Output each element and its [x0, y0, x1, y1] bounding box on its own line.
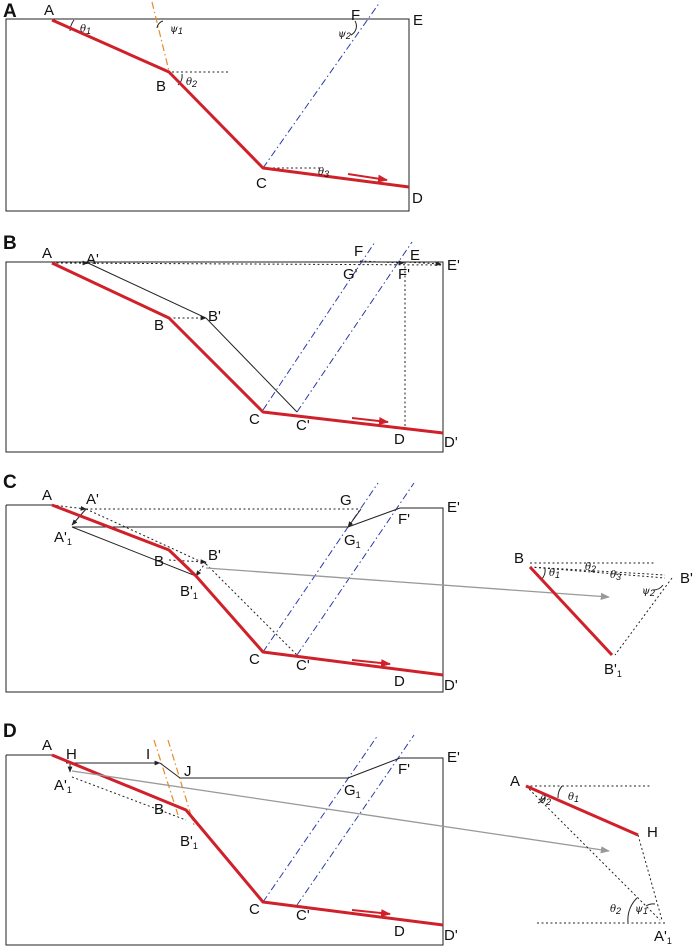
panel-c-point-g1: $G_1$ — [344, 532, 361, 550]
panel-c-fold-limb — [348, 508, 400, 527]
panel-d-point-a: A — [42, 737, 53, 754]
panel-b-axial-trace-1 — [263, 242, 375, 410]
inset-c-point-b: B — [514, 550, 525, 567]
panel-d-point-e-prime: E' — [447, 749, 460, 766]
panel-a-point-d: D — [412, 190, 423, 207]
panel-b-point-a: A — [42, 245, 53, 262]
panel-d-point-b1: $B'_1$ — [180, 833, 198, 851]
panel-a — [3, 1, 423, 211]
panel-a-point-e: E — [413, 12, 424, 29]
panel-c-point-a: A — [42, 487, 53, 504]
panel-d — [3, 721, 672, 946]
panel-a-psi1-label: ψ1 — [170, 24, 183, 36]
panel-d-axial-trace-2 — [297, 735, 414, 905]
panel-c-point-a1: $A'_1$ — [54, 529, 72, 547]
panel-b-box — [6, 262, 443, 452]
panel-a-letter: A — [3, 1, 17, 22]
panel-b-slip-arrow — [352, 418, 388, 422]
panel-b — [3, 233, 460, 452]
panel-d-point-b: B — [154, 801, 165, 818]
panel-d-inset-pointer — [72, 771, 609, 851]
panel-a-point-b: B — [156, 78, 167, 95]
inset-c-point-b1: $B'_1$ — [604, 661, 622, 679]
panel-d-axial-trace-1 — [263, 735, 378, 902]
panel-c-dotted-bc — [206, 564, 297, 655]
inset-d-fault — [526, 786, 638, 835]
inset-c-theta1-label: θ1 — [549, 568, 561, 580]
panel-b-point-e-prime: E' — [447, 257, 460, 274]
panel-c-point-d: D — [394, 673, 405, 690]
panel-c-box — [6, 505, 443, 692]
panel-c-point-b1: $B'_1$ — [180, 583, 198, 601]
panel-c-inset — [514, 550, 693, 679]
panel-b-point-f-prime: F' — [398, 266, 411, 283]
panel-d-bisector-2 — [168, 740, 194, 825]
panel-c-point-a-prime: A' — [86, 491, 99, 508]
panel-a-psi2-label: ψ2 — [338, 29, 351, 41]
panel-b-point-c: C — [249, 411, 260, 428]
panel-d-point-d-prime: D' — [444, 927, 458, 944]
panel-a-theta3-label: θ3 — [318, 167, 330, 179]
panel-b-point-d-prime: D' — [444, 434, 458, 451]
panel-b-letter: B — [3, 233, 17, 254]
panel-c-point-b-prime: B' — [208, 547, 221, 564]
panel-c-displaced-fault — [72, 527, 263, 652]
panel-d-point-f-prime: F' — [398, 761, 411, 778]
inset-c-fault — [530, 567, 612, 655]
panel-d-point-i: I — [146, 746, 151, 763]
panel-d-letter: D — [3, 721, 17, 742]
panel-b-point-a-prime: A' — [86, 251, 99, 268]
panel-a-point-c: C — [256, 175, 267, 192]
panel-c-axial-trace-1 — [263, 483, 378, 652]
inset-c-theta2-label: θ2 — [585, 562, 597, 574]
panel-b-point-f: F — [354, 243, 364, 260]
panel-d-point-c: C — [249, 901, 260, 918]
panel-d-point-d: D — [394, 923, 405, 940]
panel-a-fault — [52, 20, 409, 187]
panel-c-point-e-prime: E' — [447, 499, 460, 516]
panel-b-point-b: B — [154, 317, 165, 334]
panel-a-point-a: A — [44, 2, 55, 19]
panel-c — [3, 472, 693, 694]
inset-d-psi1-label: ψ1 — [635, 904, 648, 916]
inset-c-theta3-label: θ3 — [610, 570, 622, 582]
panel-a-theta1-label: θ1 — [80, 24, 92, 36]
panel-c-point-c-prime: C' — [296, 657, 310, 674]
panel-d-point-h: H — [66, 746, 77, 763]
panel-d-dotted-a1b1 — [72, 777, 186, 820]
panel-a-axial-trace — [263, 2, 380, 168]
panel-d-fault — [52, 755, 443, 925]
panel-c-point-c: C — [249, 651, 260, 668]
panel-b-point-e: E — [410, 247, 421, 264]
panel-a-box — [6, 19, 409, 211]
panel-b-fault — [52, 263, 443, 433]
panel-d-inset — [510, 773, 672, 946]
panel-c-letter: C — [3, 472, 17, 493]
inset-d-theta1-label: θ1 — [568, 792, 580, 804]
inset-d-theta2-top-label: θ2 — [540, 795, 552, 807]
panel-c-fault — [52, 505, 443, 675]
panel-b-point-b-prime: B' — [208, 308, 221, 325]
panel-b-point-c-prime: C' — [296, 417, 310, 434]
panel-d-point-c-prime: C' — [296, 907, 310, 924]
panel-c-point-f-prime: F' — [398, 511, 411, 528]
panel-c-point-g: G — [340, 492, 352, 509]
inset-c-psi2-label: ψ2 — [642, 586, 655, 598]
inset-d-theta2-bottom-label: θ2 — [610, 904, 622, 916]
panel-b-top-dotted — [52, 263, 443, 265]
panel-b-point-d: D — [394, 431, 405, 448]
panel-d-point-g1: $G_1$ — [344, 782, 361, 800]
panel-c-arrow-b1 — [196, 562, 206, 576]
panel-d-point-a1: $A'_1$ — [54, 777, 72, 795]
inset-d-theta1-arc — [558, 786, 562, 798]
panel-c-point-d-prime: D' — [444, 677, 458, 694]
inset-c-point-b-prime: B' — [680, 570, 693, 587]
panel-c-point-b: B — [154, 553, 165, 570]
panel-b-displaced-fault — [88, 263, 297, 412]
panel-d-point-j: J — [184, 763, 192, 780]
panel-a-point-f: F — [351, 7, 361, 24]
inset-d-point-a1: $A'_1$ — [654, 928, 672, 946]
panel-b-point-g-prime: G' — [343, 266, 358, 283]
inset-d-point-h: H — [647, 824, 658, 841]
inset-d-point-a: A — [510, 773, 521, 790]
panel-a-theta2-label: θ2 — [186, 77, 198, 89]
